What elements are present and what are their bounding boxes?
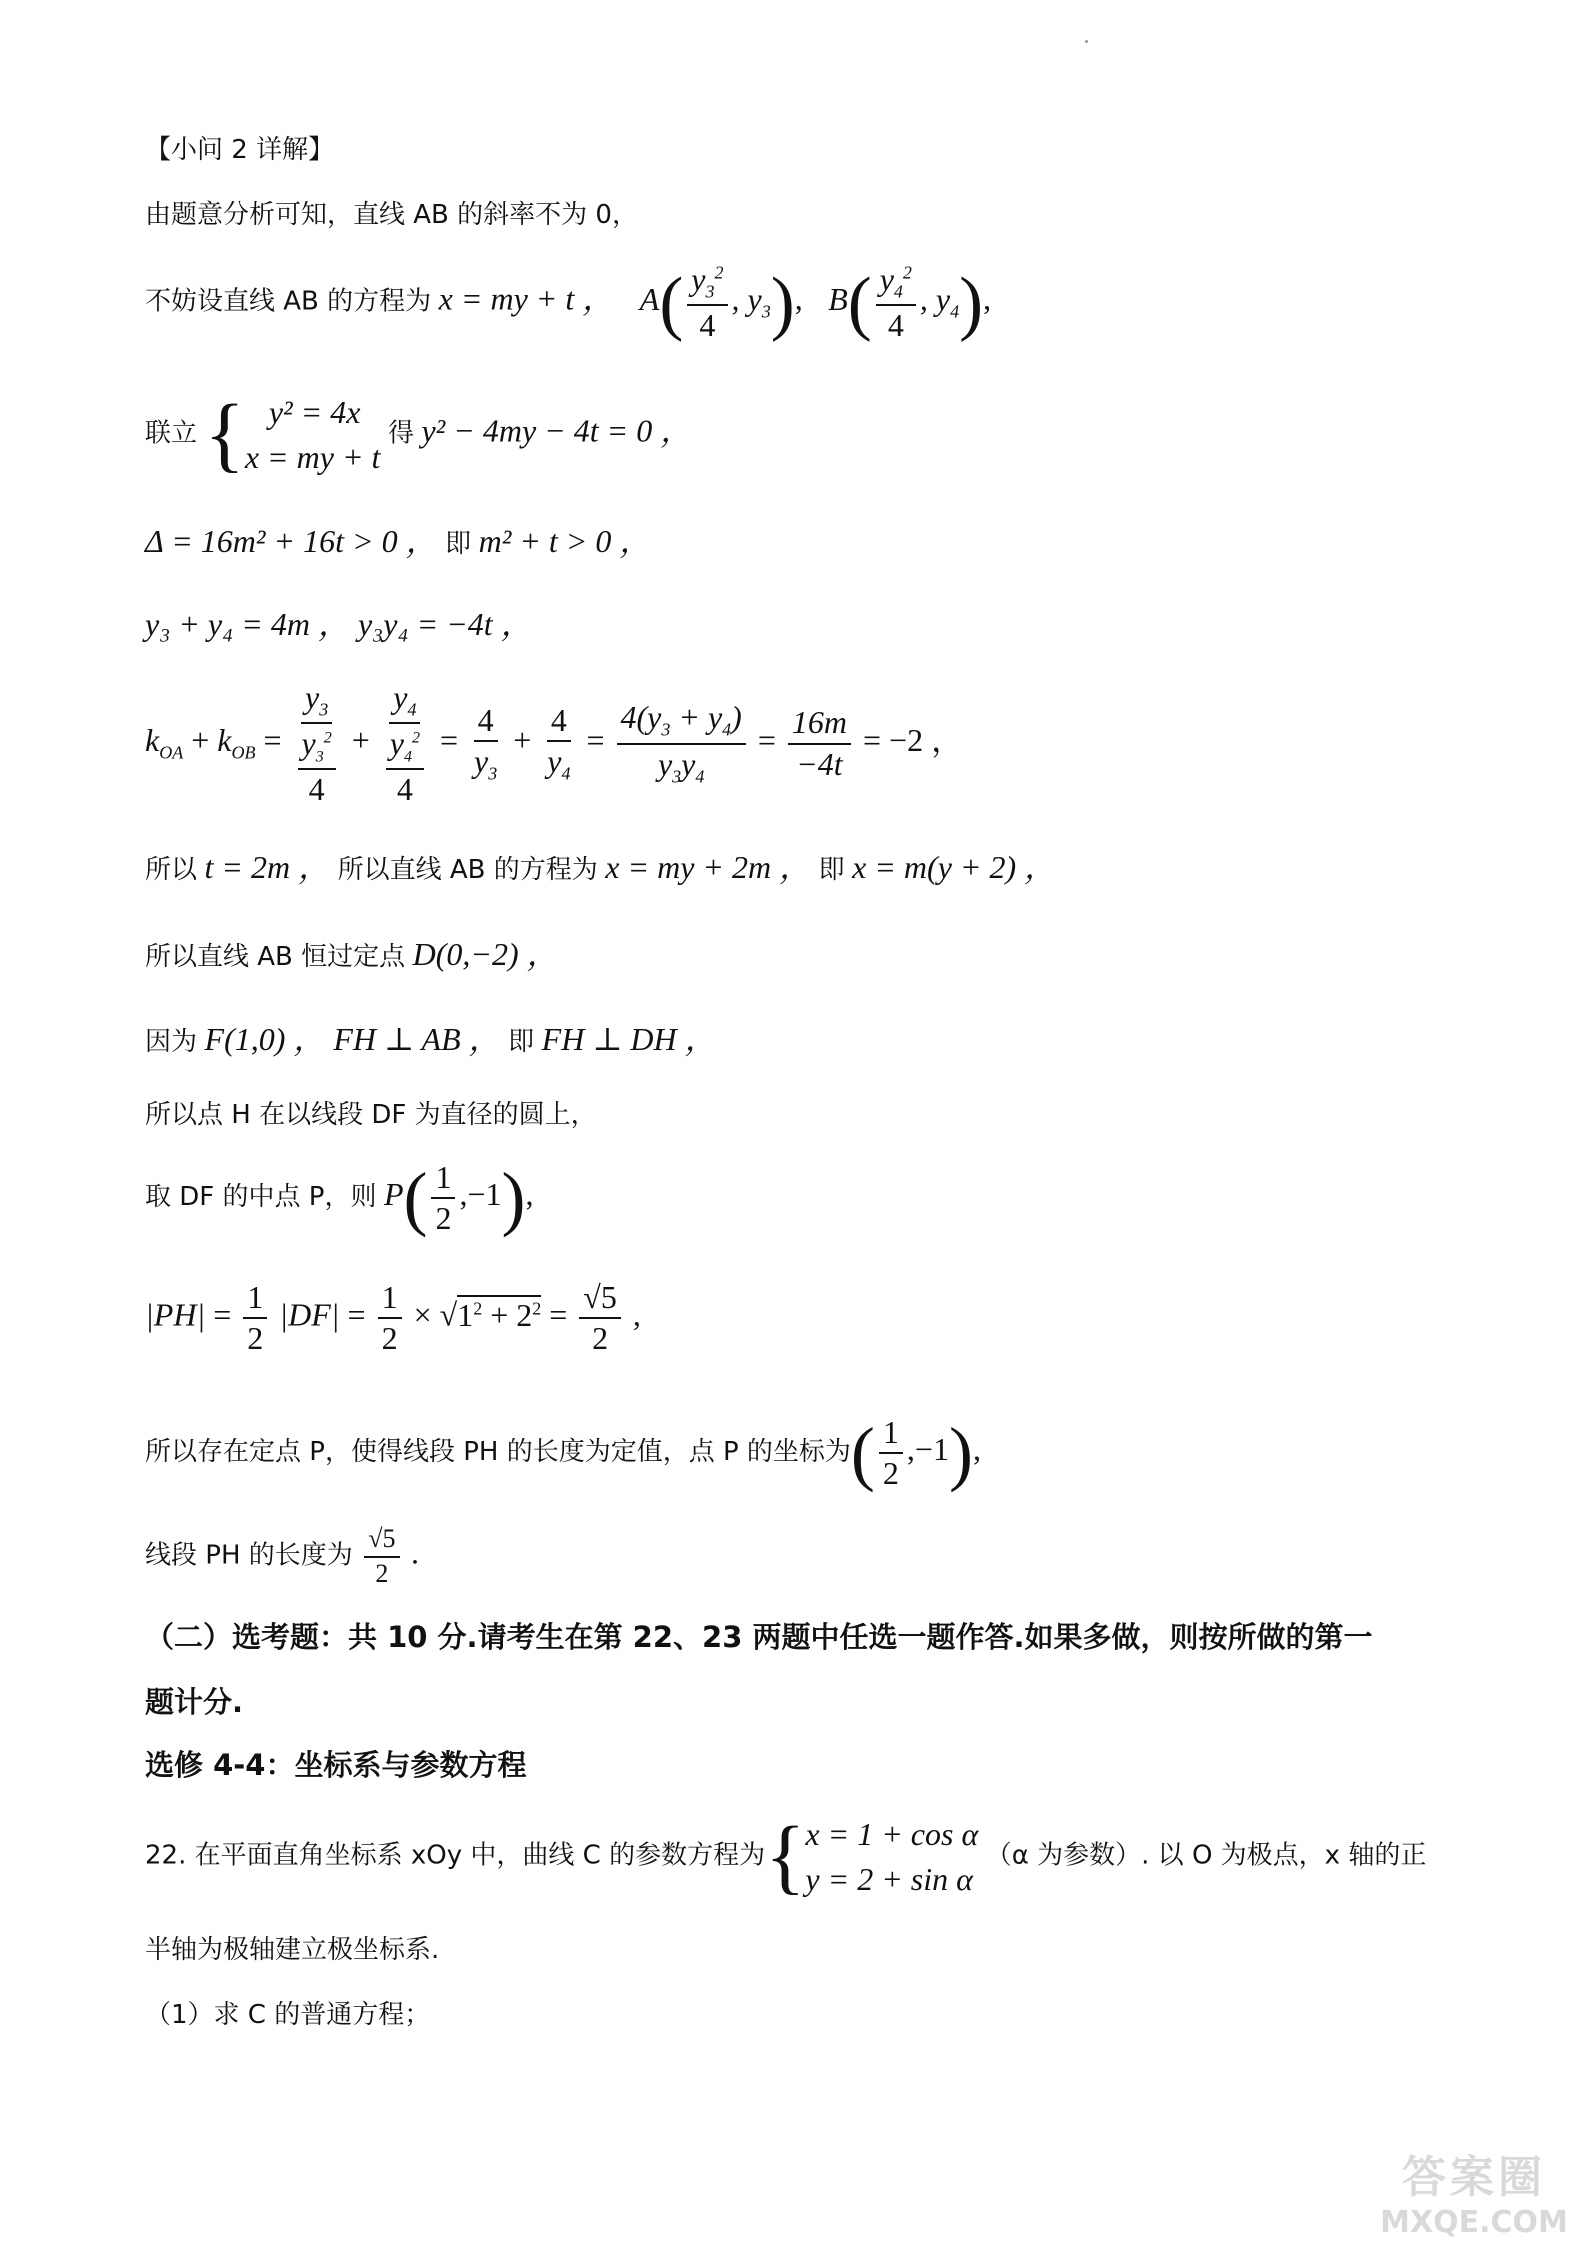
line-3-prefix: 联立	[145, 418, 198, 449]
q22-brace: {	[765, 1809, 806, 1903]
system-equations	[245, 390, 381, 480]
half-fraction-2: $\frac{1}{2}$	[378, 1280, 402, 1356]
point-a-close-paren: )	[770, 262, 795, 343]
fraction-sum-over-product: $\frac{4(y_3 + y_4)}{y_3y_4}$	[617, 700, 746, 786]
section-heading-text: 【小问 2 详解】	[145, 135, 335, 165]
line-4-condition: m² + t > 0 ，	[478, 523, 652, 559]
elective-intro-2: 题计分.	[145, 1685, 244, 1719]
elective-intro-1: （二）选考题：共 10 分.请考生在第 22、23 两题中任选一题作答.如果多做，则按所做的第一	[145, 1620, 1373, 1654]
q22-eq-y: y = 2 + sin α	[805, 1860, 973, 1897]
point-a-y: , $y_3$	[731, 280, 771, 321]
line-7-eq3: x = m(y + 2) ，	[852, 849, 1057, 885]
point-a-open-paren: (	[659, 262, 684, 343]
df-abs: |DF|	[279, 1296, 340, 1333]
line-2-prefix: 不妨设直线 AB 的方程为	[145, 286, 432, 317]
q22-prefix: 22. 在平面直角坐标系 xOy 中，曲线 C 的参数方程为	[145, 1840, 766, 1871]
point-b-fraction: $\frac{y_4^2}{4}$	[876, 262, 916, 343]
ph-abs: |PH|	[145, 1296, 206, 1333]
text-line-8	[145, 935, 559, 974]
point-p-close-paren: )	[501, 1158, 526, 1239]
line-3-mid: 得	[387, 418, 414, 449]
fraction-4-over-y3: $\frac{4}{y_3}$	[474, 701, 498, 784]
line-1-text: 由题意分析可知，直线 AB 的斜率不为 0，	[145, 200, 638, 230]
line-8-prefix: 所以直线 AB 恒过定点	[145, 942, 406, 972]
watermark-top-text: 答案圈	[1402, 2152, 1546, 2203]
line-7-mid: 所以直线 AB 的方程为	[337, 855, 598, 885]
sqrt-expression: $√1^2 + 2^2$	[439, 1296, 542, 1333]
point-b-open-paren: (	[847, 262, 872, 343]
text-line-13: 所以存在定点 P，使得线段 PH 的长度为定值，点 P 的坐标为( $\frac{1}{2}$ ,−1),	[145, 1413, 981, 1494]
point-p-label: P	[383, 1176, 404, 1213]
line-7-prefix: 所以	[145, 855, 198, 885]
elective-title	[145, 1748, 527, 1783]
sqrt5-over-2: $\frac{√5}{2}$	[579, 1280, 621, 1356]
system-eq-1: y² = 4x	[268, 394, 361, 430]
line-14-prefix: 线段 PH 的长度为	[145, 1540, 353, 1571]
text-line-4	[145, 522, 651, 561]
line-9-eq1: F(1,0) ， FH ⊥ AB ，	[204, 1021, 501, 1057]
text-line-14: 线段 PH 的长度为 $\frac{√5}{2}$ .	[145, 1524, 420, 1588]
line-5-vieta: y₃ + y₄ = 4m ， y₃y₄ = −4t ，	[145, 606, 533, 642]
system-eq-2: x = my + t	[244, 438, 381, 475]
point-p-x-fraction: $\frac{1}{2}$	[431, 1160, 455, 1236]
watermark-logo	[1379, 2141, 1569, 2240]
text-line-1	[145, 200, 638, 231]
text-line-7	[145, 848, 1056, 887]
line-3-equation: y² − 4my − 4t = 0 ，	[421, 412, 693, 449]
q22-system	[805, 1812, 978, 1902]
text-line-12: |PH| = $\frac{1}{2}$ |DF| = $\frac{1}{2}$ × $√1^2 + 2^2$ = $\frac{√5}{2}$ ,	[145, 1279, 641, 1357]
question-22-line-1	[145, 1809, 1427, 1903]
text-line-3	[145, 387, 693, 481]
line-13-prefix: 所以存在定点 P，使得线段 PH 的长度为定值，点 P 的坐标为	[145, 1437, 851, 1468]
line-7-mid2: 即	[818, 855, 845, 885]
line-4-discriminant: Δ = 16m² + 16t > 0 ，	[145, 523, 438, 559]
elective-intro-line-2	[145, 1685, 243, 1720]
question-22-part-1	[145, 2000, 430, 2031]
point-p-y: ,−1	[459, 1176, 502, 1213]
text-line-11: 取 DF 的中点 P，则 P( $\frac{1}{2}$ ,−1),	[145, 1158, 534, 1239]
slope-k-oa: k	[145, 722, 160, 759]
line-11-prefix: 取 DF 的中点 P，则	[145, 1182, 377, 1213]
line-2-equation: x = my + t ，	[438, 280, 615, 317]
watermark-bottom-text: MXQE.COM	[1380, 2205, 1568, 2240]
line-10-text: 所以点 H 在以线段 DF 为直径的圆上，	[145, 1100, 597, 1130]
text-line-10	[145, 1100, 597, 1131]
half-fraction-1: $\frac{1}{2}$	[243, 1280, 267, 1356]
question-22-line-2	[145, 1935, 439, 1966]
coord-x-fraction: $\frac{1}{2}$	[879, 1415, 903, 1491]
point-b-close-paren: )	[959, 262, 984, 343]
q22-part1-text: （1）求 C 的普通方程；	[145, 2000, 431, 2030]
line-7-eq2: x = my + 2m ，	[605, 849, 812, 885]
point-p-open-paren: (	[403, 1158, 428, 1239]
system-brace: {	[204, 387, 245, 481]
line-9-mid: 即	[508, 1027, 535, 1057]
line-7-eq1: t = 2m ，	[204, 849, 331, 885]
text-line-2: 不妨设直线 AB 的方程为 x = my + t ， A( $\frac{y_3^2}{4}$ , $y_3$), B( $\frac{y_4^2}{4}$ , $y_4$),	[145, 261, 992, 344]
line-9-eq2: FH ⊥ DH ，	[541, 1021, 717, 1057]
section-heading	[145, 135, 334, 166]
point-a-fraction: $\frac{y_3^2}{4}$	[687, 262, 727, 343]
fraction-16m-over-4t: $\frac{16m}{-4t}$	[788, 705, 851, 781]
line-4-mid: 即	[445, 529, 472, 559]
fraction-4-over-y4: $\frac{4}{y_4}$	[547, 701, 571, 784]
scan-dot	[1085, 40, 1088, 43]
line-6-result: = −2 ，	[862, 722, 964, 759]
coord-open-paren: (	[850, 1413, 875, 1494]
point-a-label: A	[639, 280, 660, 317]
text-line-6: $k_{OA} + k_{OB}$ = $\frac{y_3}{\frac{y_3^2}{4}}$ + $\frac{y_4}{\frac{y_4^2}{4}}$ = $\frac{4}{y_3}$ + $\frac{4}{y_4}$ = $\frac{4(y_3 + y_4)}{y_3y_4}$ = $\frac{16m}{-4t}$ = −2 ，	[145, 679, 964, 808]
line-9-prefix: 因为	[145, 1027, 198, 1057]
length-fraction: $\frac{√5}{2}$	[364, 1525, 399, 1588]
coord-close-paren: )	[948, 1413, 973, 1494]
text-line-9	[145, 1020, 717, 1059]
fraction-y4-over: $\frac{y_4}{\frac{y_4^2}{4}}$	[382, 680, 428, 807]
text-line-5	[145, 605, 533, 643]
elective-intro-line-1	[145, 1620, 1373, 1655]
point-b-y: , $y_4$	[919, 280, 960, 321]
point-b-label: B	[828, 280, 848, 317]
line-8-equation: D(0,−2) ，	[412, 936, 559, 972]
elective-title-text: 选修 4-4：坐标系与参数方程	[145, 1748, 527, 1782]
q22-eq-x: x = 1 + cos α	[805, 1816, 979, 1852]
q22-line2-text: 半轴为极轴建立极坐标系.	[145, 1935, 440, 1965]
fraction-y3-over: $\frac{y_3}{\frac{y_3^2}{4}}$	[294, 680, 340, 807]
coord-y: ,−1	[906, 1431, 949, 1468]
q22-suffix: （α 为参数）. 以 O 为极点，x 轴的正	[985, 1840, 1427, 1871]
